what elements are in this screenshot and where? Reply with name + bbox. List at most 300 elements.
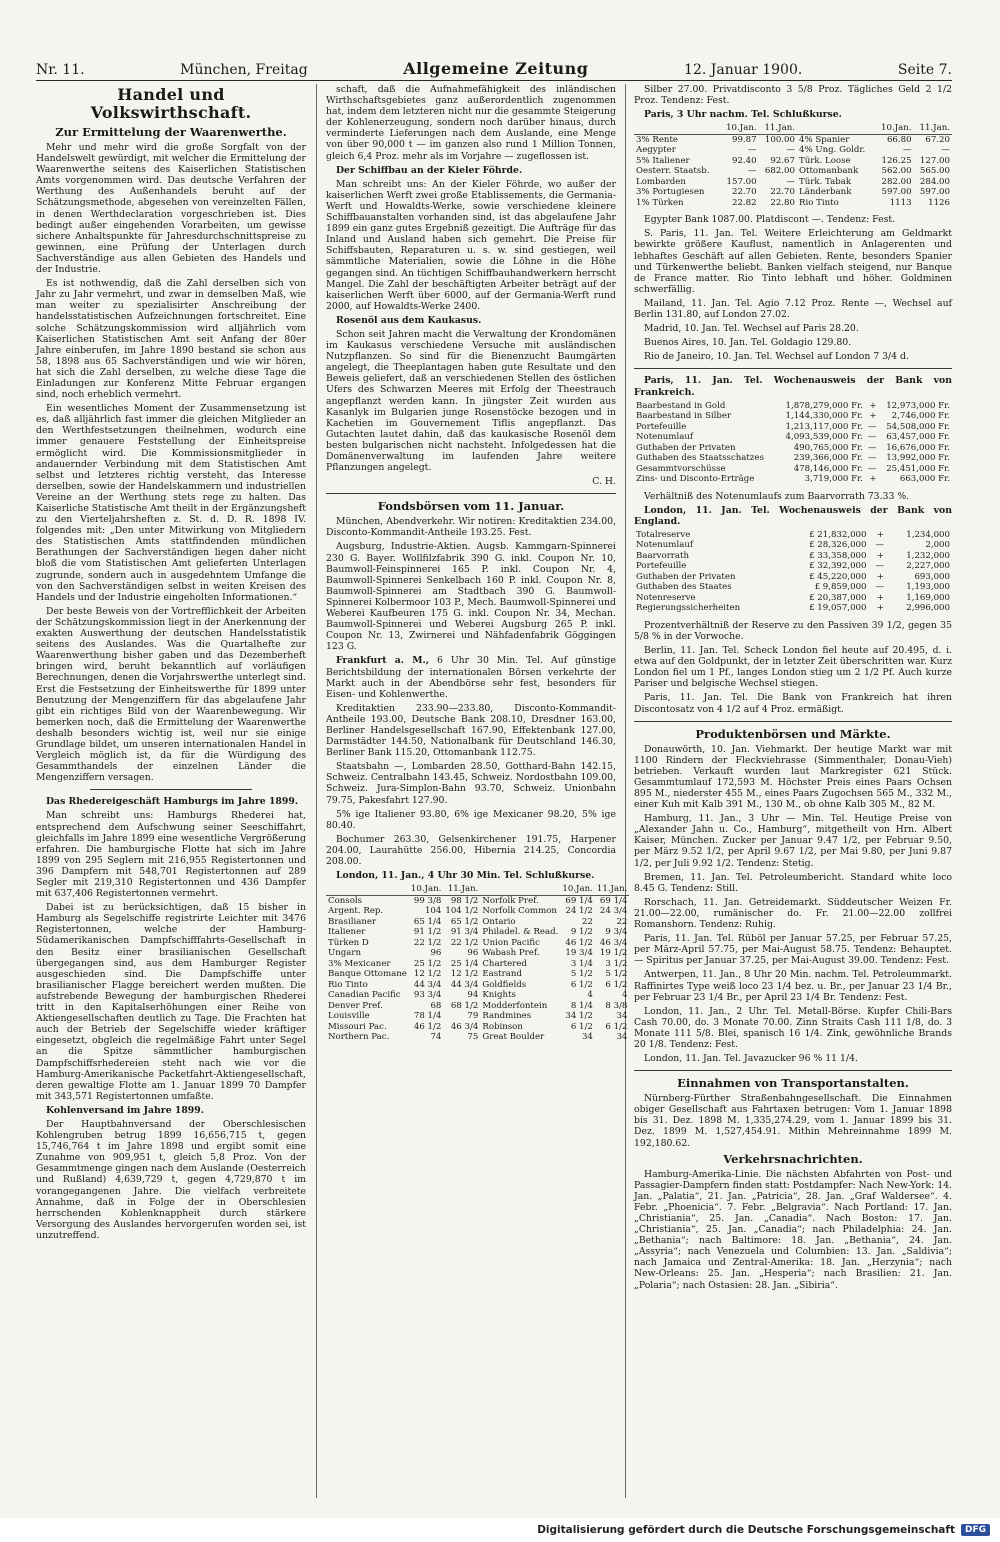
table-cell: 12,973,000 Fr. xyxy=(886,400,950,411)
table-cell: 157.00 xyxy=(726,176,757,187)
table-cell: — xyxy=(868,463,877,474)
article-paragraph: Der beste Beweis von der Vortrefflichkeit der Arbeiten der Schätzungskommission liegt in der Anerkennung der exakten Auswerthung der deutschen Handelsstatistik seitens des Auslandes. Was die Quartalhefte zur Waarenwerthung bisher gaben und das Dezemberheft bringen wird, beruht bekanntlich auf vorläufigen Berechnungen, denen die Vorjahrswerthe unterlegt sind. Erst die Festsetzung der Einheitswerthe für 1899 unter Benutzung der Mengenziffern für das abgelaufene Jahr gibt ein richtiges Bild von der Waarenbewegung. Wir bemerken noch, daß die Ermittelung der Waarenwerthe deshalb besonders wichtig ist, weil nur sie einige Grundlage bildet, um unseren internationalen Handel in Vergleich möglich ist, da für die Würdigung des Gesammthandels der einzelnen Länder die Mengenziffern versagen. xyxy=(36,605,306,784)
table-cell: 5 1/2 xyxy=(570,969,593,980)
table-cell: — xyxy=(902,145,912,156)
city-day: München, Freitag xyxy=(180,62,308,78)
table-title: London, 11. Jan. Tel. Wochenausweis der Bank von England. xyxy=(634,504,952,527)
issue-number: Nr. 11. xyxy=(36,62,85,78)
table-cell: Brasilianer xyxy=(328,916,377,927)
market-report: Bremen, 11. Jan. Tel. Petroleumbericht. Standard white loco 8.45 G. Tendenz: Still. xyxy=(634,871,952,894)
table-cell: 9 1/2 xyxy=(570,927,593,938)
table-cell: Union Pacific xyxy=(482,937,540,948)
table-cell: 22.70 xyxy=(770,187,795,198)
table-cell: 25 1/2 xyxy=(413,958,442,969)
article-paragraph: schaft, daß die Aufnahmefähigkeit des inländischen Wirthschaftsgebietes ganz außerordentlich zugenommen hat, indem dem letzteren nicht nur die gesammte Steigerung der Kohlenerzeugung, sondern noch darüber hinaus, durch verminderte Lieferungen nach dem Auslande, eine Menge von über 90,000 t — im ganzen also rund 1 Million Tonnen, gleich 6,4 Proz. mehr als im Vorjahre — zugeflossen ist. xyxy=(326,84,616,162)
table-cell: Rio Tinto xyxy=(798,197,839,208)
table-cell: 2,000 xyxy=(925,540,950,551)
table-row xyxy=(634,432,952,443)
table-cell: 1113 xyxy=(889,197,912,208)
table-row xyxy=(634,593,952,604)
table-cell: £ 9,859,000 xyxy=(814,582,867,593)
table-cell: Argent. Rep. xyxy=(328,906,384,917)
table-cell: 34 xyxy=(581,1032,593,1043)
table-cell: 91 1/2 xyxy=(413,927,442,938)
table-cell: 4,093,539,000 Fr. xyxy=(785,432,863,443)
table-row xyxy=(634,572,952,583)
table-cell: 2,996,000 xyxy=(906,603,950,614)
market-report: London, 11. Jan. Tel. Javazucker 96 % 11 1/4. xyxy=(644,1053,858,1065)
table-row xyxy=(634,177,952,188)
table-cell: £ 19,057,000 xyxy=(809,603,867,614)
table-cell: 565.00 xyxy=(919,166,950,177)
paris-quotes-table xyxy=(634,123,952,208)
table-cell: 693,000 xyxy=(914,571,950,582)
table-cell: Guthaben der Privaten xyxy=(636,571,736,582)
table-cell: 25,451,000 Fr. xyxy=(886,463,950,474)
table-cell: 46 1/2 xyxy=(565,937,593,948)
table-cell: 78 1/4 xyxy=(413,1011,442,1022)
table-cell: 1,213,117,000 Fr. xyxy=(785,421,863,432)
table-cell: Portefeuille xyxy=(636,561,687,572)
table-cell: 1,234,000 xyxy=(906,529,950,540)
market-report: Antwerpen, 11. Jan., 8 Uhr 20 Min. nachm. Tel. Petroleummarkt. Raffinirtes Type weiß loco 23 1/4 bez. u. Br., per Januar 23 1/4 Br., per Februar 23 1/4 Br., per April 23 1/4 Br. Tendenz: Fest. xyxy=(634,969,952,1003)
section-title: Produktenbörsen und Märkte. xyxy=(695,726,891,741)
table-row xyxy=(634,411,952,422)
market-report: Bochumer 263.30, Gelsenkirchener 191.75, Harpener 204.00, Laurahütte 256.00, Hibernia 214.25, Concordia 208.00. xyxy=(326,833,616,867)
market-report: Verhältniß des Notenumlaufs zum Baarvorrath 73.33 %. xyxy=(644,490,910,502)
table-header-cell xyxy=(326,884,409,895)
table-cell: 19 1/2 xyxy=(599,948,628,959)
article-paragraph: Ein wesentliches Moment der Zusammensetzung ist es, daß alljährlich fast immer die gleichen Mitglieder an den Werthfestsetzungen theilnehmen, wodurch eine immer genauere Feststellung der Einheitspreise ermöglicht wird. Die Kommissionsmitglieder in andauernder Verbindung mit dem Statistischen Amt selbst und letzteres richtig versteht, das Interesse derselben, sowie der Handelskammern und industriellen Vereine an der Werthung stets rege zu halten. Das Kaiserliche Statistische Amt theilt in der Ergänzungsheft zu den Vierteljahrsheften z. St. d. D. R. 1898 IV. folgendes mit: „Den unter Mitwirkung von Mitgliedern des Statistischen Amts stattfindenden mündlichen Berathungen der Sachverständigen liegen daher nicht bloß die vom Statistischen Amt gelieferten Unterlagen zugrunde, sondern auch in ausgedehntem Umfange die von den Sachverständigen selbst in weiten Kreisen des Handels und der Industrie eingeholten Informationen.“ xyxy=(36,403,306,603)
table-header-cell xyxy=(797,123,875,134)
article-paragraph: Dabei ist zu berücksichtigen, daß 15 bisher in Hamburg als Segelschiffe registrirte Leichter mit 3476 Registertonnen, welche der Hamburg-Südamerikanischen Dampfschifffahrts-Gesellschaft in den Besitz einer brasilianischen Gesellschaft übergegangen sind, aus dem Hamburger Register ausgeschieden sind. Die Dampfschiffe unter brasilianischer Flagge bereichert werden mußten. Die aufstrebende Bewegung der hamburgischen Rhederei tritt in den Kapitalserhöhungen einer Reihe von Aktiengesellschaften deutlich zu Tage. Die Frachten hat auch der Betrieb der Segelschiffe wieder kräftiger eingesetzt, obgleich die regelmäßige Fahrt unter Segel an die Spitze sämmtlicher hamburgischen Dampfschiffsrhedereien steht nach wie vor die Hamburg-Amerikanische Packetfahrt-Aktiengesellschaft, deren gewaltige Flotte am 1. Januar 1899 70 Dampfer mit 343,571 Registertonnen umfaßte. xyxy=(36,902,306,1102)
article-title: Der Schiffbau an der Kieler Föhrde. xyxy=(336,164,523,176)
market-report: 5% ige Italiener 93.80, 6% ige Mexicaner 98.20, 5% ige 80.40. xyxy=(326,808,616,831)
table-cell: 3 1/2 xyxy=(605,958,628,969)
column-1 xyxy=(36,84,306,1498)
table-cell: 46 3/4 xyxy=(450,1021,479,1032)
table-cell: 74 xyxy=(430,1032,442,1043)
table-header-cell: 11.Jan. xyxy=(596,884,628,895)
table-cell: £ 21,832,000 xyxy=(809,529,867,540)
article-paragraph: Man schreibt uns: An der Kieler Föhrde, wo außer der kaiserlichen Werft zwei große Etablissements, die Germania-Werft und Howaldts-Werke, sowie verschiedene kleinere Schiffbauanstalten vorhanden sind, ist das abgelaufene Jahr 1899 ein ganz gutes Ergebniß gezeitigt. Die Aufträge für das Inland und Ausland haben sich gemehrt. Die Preise für Schiffsbauten, Reparaturen u. s. w. sind gestiegen, weil sämmtliche Materialien, sowie die Löhne in die Höhe gegangen sind. An tüchtigen Schiffbauhandwerkern herrscht Mangel. Die Zahl der beschäftigten Arbeiter beträgt auf der kaiserlichen Werft über 6000, auf der Germania-Werft rund 2000, auf Howaldts-Werke 2400. xyxy=(326,178,616,312)
table-cell: Baarvorrath xyxy=(636,550,690,561)
table-cell: Philadel. & Read. xyxy=(482,927,559,938)
table-cell: 4% Spanier xyxy=(798,134,850,145)
column-divider xyxy=(316,84,317,1498)
table-cell: 92.40 xyxy=(731,155,757,166)
table-cell: Randmines xyxy=(482,1011,532,1022)
table-cell: — xyxy=(748,166,757,177)
table-cell: 1,144,330,000 Fr. xyxy=(785,411,863,422)
table-row xyxy=(634,603,952,614)
table-header-cell: 10.Jan. xyxy=(562,884,593,895)
table-cell: 63,457,000 Fr. xyxy=(886,432,950,443)
market-report: London, 11. Jan., 2 Uhr. Tel. Metall-Börse. Kupfer Chili-Bars Cash 70.00, do. 3 Monate 70.00. Zinn Straits Cash 111 1/8, do. 3 Monate 111 5/8. Blei, spanisch 16 1/4. Zink, gewöhnliche Brands 20 1/8. Tendenz: Fest. xyxy=(634,1005,952,1050)
table-cell: 6 1/2 xyxy=(570,1021,593,1032)
table-cell: Totalreserve xyxy=(636,529,691,540)
table-cell: + xyxy=(869,400,877,411)
table-row xyxy=(634,453,952,464)
market-report: Egypter Bank 1087.00. Platdiscont —. Tendenz: Fest. xyxy=(644,214,896,226)
article-paragraph: Man schreibt uns: Hamburgs Rhederei hat, entsprechend dem Aufschwung seiner Seeschiffahrt, gleichfalls im Jahre 1899 eine wesentliche Vergrößerung erfahren. Die hamburgische Flotte hat sich im Jahre 1899 von 295 Seglern mit 216,955 Registertonnen und 396 Dampfern mit 548,701 Registertonnen auf 289 Segler mit 219,310 Registertonnen und 436 Dampfer mit 637,406 Registertonnen vermehrt. xyxy=(36,810,306,900)
table-cell: Banque Ottomane xyxy=(328,969,407,980)
table-row xyxy=(634,166,952,177)
table-cell: £ 32,392,000 xyxy=(809,561,867,572)
article-title: Kohlenversand im Jahre 1899. xyxy=(46,1104,204,1116)
market-report: Hamburg, 11. Jan., 3 Uhr — Min. Tel. Heutige Preise von „Alexander Jahn u. Co., Hamburg“, mitgetheilt von Hrn. Albert Kaiser, München. Zucker per Januar 9.47 1/2, per Februar 9.50, per März 9.52 1/2, per April 9.67 1/2, per Mai 9.80, per Juni 9.87 1/2, per Juli 9.92 1/2. Tendenz: Stetig. xyxy=(634,813,952,869)
table-cell: 562.00 xyxy=(881,166,912,177)
market-report: Hamburg-Amerika-Linie. Die nächsten Abfahrten von Post- und Passagier-Dampfern finden statt: Postdampfer: Nach New-York: 14. Jan. „Palatia“, 21. Jan. „Patricia“, 28. Jan. „Graf Waldersee“. 4. Febr. „Phoenicia“. 7. Febr. „Belgravia“. Nach Portland: 17. Jan. „Christiania“, 25. Jan. „Canadia“. Nach Boston: 17. Jan. „Christiania“, 25. Jan. „Canadia“; nach Philadelphia: 24. Jan. „Bethania“; nach Baltimore: 18. Jan. „Bethania“, 24. Jan. „Assyria“; nach Venezuela und Columbien: 13. Jan. „Saldivia“; nach Jamaica und Zentral-Amerika: 18. Jan. „Herzynia“; nach New-Orleans: 25. Jan. „Hesperia“; nach Brasilien: 21. Jan. „Polaria“; nach Ostasien: 28. Jan. „Sibiria“. xyxy=(634,1168,952,1291)
table-cell: — xyxy=(941,145,950,156)
table-cell: 69 1/4 xyxy=(565,895,593,906)
table-cell: Wabash Pref. xyxy=(482,948,540,959)
table-cell: 239,366,000 Fr. xyxy=(793,453,863,464)
table-cell: 9 3/4 xyxy=(605,927,628,938)
divider xyxy=(634,1070,952,1071)
table-cell: + xyxy=(876,592,884,603)
table-cell: £ 33,358,000 xyxy=(809,550,867,561)
author-signature: C. H. xyxy=(592,476,616,488)
table-cell: Great Boulder xyxy=(482,1032,545,1043)
table-row xyxy=(634,540,952,551)
table-cell: — xyxy=(786,145,795,156)
table-cell: 67.20 xyxy=(925,134,950,145)
market-report: Buenos Aires, 10. Jan. Tel. Goldagio 129.80. xyxy=(644,337,852,349)
table-cell: 478,146,000 Fr. xyxy=(793,463,863,474)
table-cell: 68 1/2 xyxy=(450,1000,479,1011)
market-report: Donauwörth, 10. Jan. Viehmarkt. Der heutige Markt war mit 1100 Rindern der Fleckviehrasse (Simmenthaler, Donau-Vieh) betrieben. Verkauft wurden laut Markregister 621 Stück. Gesammtumlauf 172,593 M. Höchster Preis eines Paars Ochsen 895 M., niederster 455 M., eines Paars Zugochsen 565 M., 332 M., einer Kuh mit Kalb 391 M., 130 M., ob ohne Kalb 305 M., 82 M. xyxy=(634,743,952,811)
divider xyxy=(326,493,616,494)
market-report: Rorschach, 11. Jan. Getreidemarkt. Süddeutscher Weizen Fr. 21.00—22.00, rumänischer do. Fr. 21.00—22.00 zollfrei Romanshorn. Tendenz: Ruhig. xyxy=(634,896,952,931)
table-cell: Rio Tinto xyxy=(328,979,368,990)
table-cell: 1,169,000 xyxy=(906,592,950,603)
column-2 xyxy=(326,84,628,1498)
table-cell: 46 3/4 xyxy=(599,937,628,948)
section-title: Handel und Volkswirthschaft. xyxy=(90,85,252,122)
table-cell: 284.00 xyxy=(919,176,950,187)
table-row xyxy=(634,464,952,475)
table-title: London, 11. Jan., 4 Uhr 30 Min. Tel. Schlußkurse. xyxy=(336,870,595,882)
table-cell: Oesterr. Staatsb. xyxy=(636,166,710,177)
table-cell: 2,746,000 Fr. xyxy=(891,411,950,422)
divider xyxy=(634,368,952,369)
table-cell: 597.00 xyxy=(919,187,950,198)
table-cell: 12 1/2 xyxy=(413,969,442,980)
table-cell: 19 3/4 xyxy=(565,948,593,959)
table-cell: Baarbestand in Gold xyxy=(636,400,726,411)
table-title: Paris, 11. Jan. Tel. Wochenausweis der Bank von Frankreich. xyxy=(634,375,952,398)
table-row xyxy=(326,927,629,938)
table-row xyxy=(326,895,629,906)
table-cell: 22 1/2 xyxy=(413,937,442,948)
bank-of-england-table xyxy=(634,530,952,614)
table-cell: + xyxy=(876,603,884,614)
table-cell: 127.00 xyxy=(919,155,950,166)
table-cell: 34 1/2 xyxy=(565,1011,593,1022)
table-cell: 5 1/2 xyxy=(605,969,628,980)
table-cell: 34 xyxy=(616,1011,628,1022)
table-cell: 69 1/4 xyxy=(599,895,628,906)
table-cell: 65 1/2 xyxy=(450,916,479,927)
table-row xyxy=(326,959,629,970)
table-cell: 54,508,000 Fr. xyxy=(886,421,950,432)
table-cell: Ontario xyxy=(482,916,516,927)
table-cell: Robinson xyxy=(482,1021,523,1032)
table-row xyxy=(634,530,952,541)
market-report: S. Paris, 11. Jan. Tel. Weitere Erleichterung am Geldmarkt bewirkte größere Kauflust, namentlich in Anlagerenten und lebhaftes Geschäft auf allen Gebieten. Rente, besonders Spanier und Türkenwerthe beliebt. Banken vielfach steigend, nur Banque de France matter. Rio Tinto lebhaft und höher. Goldminen schwerfällig. xyxy=(634,228,952,295)
table-cell: 22 xyxy=(616,916,628,927)
market-report: Madrid, 10. Jan. Tel. Wechsel auf Paris 28.20. xyxy=(644,323,859,335)
table-cell: Goldfields xyxy=(482,979,527,990)
table-cell: 68 xyxy=(430,1000,442,1011)
issue-date: 12. Januar 1900. xyxy=(684,62,803,78)
table-cell: + xyxy=(876,550,884,561)
table-cell: £ 45,220,000 xyxy=(809,571,867,582)
table-cell: 126.25 xyxy=(881,155,912,166)
table-cell: Consols xyxy=(328,895,363,906)
table-cell: 12 1/2 xyxy=(450,969,479,980)
market-report: Kreditaktien 233.90—233.80, Disconto-Kommandit-Antheile 193.00, Deutsche Bank 208.10, Dresdner 163.00, Berliner Handelsgesellschaft 167.90, Effektenbank 127.00, Darmstädter 144.50, Nationalbank für Deutschland 146.30, Berliner Bank 115.20, Ottomanbank 112.75. xyxy=(326,702,616,759)
table-cell: 4 xyxy=(587,990,593,1001)
table-cell: Notenumlauf xyxy=(636,432,694,443)
table-header-cell: 10.Jan. xyxy=(410,884,442,895)
market-report: Staatsbahn —, Lombarden 28.50, Gotthard-Bahn 142.15, Schweiz. Centralbahn 143.45, Schweiz. Nordostbahn 109.00, Schweiz. Jura-Simplon-Bahn 93.70, Schweiz. Unionbahn 79.75, Pakesfahrt 127.90. xyxy=(326,761,616,806)
table-cell: 44 3/4 xyxy=(450,979,479,990)
table-cell: 91 3/4 xyxy=(450,927,479,938)
table-cell: Notenumlauf xyxy=(636,540,694,551)
table-cell: 3 1/4 xyxy=(570,958,593,969)
table-row xyxy=(634,582,952,593)
table-cell: 100.00 xyxy=(764,134,795,145)
table-cell: 3,719,000 Fr. xyxy=(804,474,863,485)
table-row xyxy=(634,156,952,167)
table-cell: Ottomanbank xyxy=(798,166,859,177)
table-cell: — xyxy=(868,432,877,443)
market-report: Berlin, 11. Jan. Tel. Scheck London fiel heute auf 20.495, d. i. etwa auf den Goldpunkt, der in letzter Zeit überschritten war. Kurz London fiel um 1 Pf., langes London stieg um 2 1/2 Pf. Auch kurze Pariser und belgische Wechsel stiegen. xyxy=(634,645,952,690)
table-cell: Knights xyxy=(482,990,516,1001)
table-cell: Gesammtvorschüsse xyxy=(636,463,726,474)
table-row xyxy=(634,134,952,145)
table-cell: 3% Rente xyxy=(636,134,678,145)
table-cell: 1,878,279,000 Fr. xyxy=(785,400,863,411)
table-cell: 22 xyxy=(581,916,593,927)
table-row xyxy=(634,401,952,412)
table-cell: 13,992,000 Fr. xyxy=(886,453,950,464)
market-report: 6 Uhr 30 Min. Tel. Auf günstige Berichtsbildung der internationalen Börsen verkehrte der Markt auch in der Abendbörse sehr fest, besonders für Eisen- und Kohlenwerthe. xyxy=(326,655,616,700)
table-cell: 682.00 xyxy=(764,166,795,177)
table-cell: 65 1/4 xyxy=(413,916,442,927)
table-cell: Lombarden xyxy=(636,176,686,187)
masthead xyxy=(36,56,952,78)
section-title: Fondsbörsen vom 11. Januar. xyxy=(377,499,565,514)
article-title: Rosenöl aus dem Kaukasus. xyxy=(336,314,482,326)
table-cell: 24 3/4 xyxy=(599,906,628,917)
market-report: Prozentverhältniß der Reserve zu den Passiven 39 1/2, gegen 35 5/8 % in der Vorwoche. xyxy=(634,619,952,642)
table-header-cell xyxy=(634,123,720,134)
table-row xyxy=(634,551,952,562)
table-row xyxy=(634,198,952,209)
column-divider xyxy=(625,84,626,1498)
table-cell: 98 1/2 xyxy=(450,895,479,906)
table-cell: Guthaben der Privaten xyxy=(636,442,736,453)
table-cell: Türken D xyxy=(328,937,369,948)
table-cell: 94 xyxy=(467,990,479,1001)
table-cell: 22 1/2 xyxy=(450,937,479,948)
table-row xyxy=(326,1001,629,1012)
table-cell: Canadian Pacific xyxy=(328,990,401,1001)
table-cell: 6 1/2 xyxy=(570,979,593,990)
newspaper-title: Allgemeine Zeitung xyxy=(403,59,589,78)
table-cell: — xyxy=(875,582,884,593)
table-cell: 1,232,000 xyxy=(906,550,950,561)
table-cell: 4 xyxy=(621,990,628,1001)
table-row xyxy=(326,1011,629,1022)
page-number: Seite 7. xyxy=(897,62,952,78)
table-row xyxy=(326,938,629,949)
table-cell: Louisville xyxy=(328,1011,370,1022)
dfg-logo: DFG xyxy=(961,1524,990,1536)
table-row xyxy=(326,990,629,1001)
column-3 xyxy=(634,84,952,1498)
table-row xyxy=(326,1032,629,1043)
table-cell: 4% Ung. Goldr. xyxy=(798,145,866,156)
table-cell: 46 1/2 xyxy=(413,1021,442,1032)
table-cell: — xyxy=(875,540,884,551)
article-title: Das Rhedereigeschäft Hamburgs im Jahre 1899. xyxy=(46,796,299,808)
table-row xyxy=(326,917,629,928)
market-report: Paris, 11. Jan. Tel. Rüböl per Januar 57.25, per Februar 57.25, per März-April 57.75, per Mai-August 58.75. Tendenz: Behauptet. — Spiritus per Januar 37.25, per Mai-August 39.00. Tendenz: Fest. xyxy=(634,933,952,967)
table-cell: 22.80 xyxy=(770,197,795,208)
table-cell: Zins- und Disconto-Erträge xyxy=(636,474,755,485)
table-cell: Aegypter xyxy=(636,145,676,156)
table-row xyxy=(634,561,952,572)
table-cell: 99.87 xyxy=(731,134,757,145)
table-cell: 24 1/2 xyxy=(565,906,593,917)
table-cell: Regierungssicherheiten xyxy=(636,603,741,614)
table-cell: 34 xyxy=(616,1032,628,1043)
table-cell: 282.00 xyxy=(881,176,912,187)
table-cell: — xyxy=(786,176,795,187)
masthead-rule xyxy=(36,80,952,81)
table-cell: Guthaben des Staates xyxy=(636,582,732,593)
article-paragraph: Es ist nothwendig, daß die Zahl derselben sich von Jahr zu Jahr vermehrt, und zwar in demselben Maß, wie man weiter zu spezialisirter Anschreibung der handelsstatistischen Aufzeichnungen fortschreitet. Eine solche Schätzungskommission wird alljährlich vom Kaiserlichen Statistischen Amt seit Anfang der 80er Jahre einberufen, im Jahre 1890 bestand sie schon aus 58, 1898 aus 65 Sachverständigen und wie wir hören, hat sich die Zahl derselben, zu welche diese Tage die Einladungen zur Konferenz Mitte Februar ergangen sind, noch erheblich vermehrt. xyxy=(36,278,306,401)
footer-text: Digitalisierung gefördert durch die Deutsche Forschungsgemeinschaft xyxy=(537,1524,955,1536)
article-paragraph: Mehr und mehr wird die große Sorgfalt von der Handelswelt gewürdigt, mit welcher die Ermittelung der Waarenwerthe seitens des Kaiserlichen Statistischen Amts vorgenommen wird. Das deutsche Verfahren der Werthung des Außenhandels beruht auf der Schätzungsmethode, abgesehen von vereinzelten Fällen, in denen Werthdeclaration vorgeschrieben ist. Dies bedingt außer eingehenden Vorarbeiten, um gewisse sichere Anhaltspunkte für Jahresdurchschnittspreise zu gewinnen, eine Prüfung der Unterlagen durch Sachverständige aus allen Gebieten des Handels und der Industrie. xyxy=(36,142,306,276)
market-report: Rio de Janeiro, 10. Jan. Tel. Wechsel auf London 7 3/4 d. xyxy=(644,351,909,363)
table-cell: Türk. Loose xyxy=(798,155,851,166)
table-cell: Türk. Tabak xyxy=(798,176,852,187)
table-cell: + xyxy=(869,474,877,485)
table-cell: + xyxy=(869,411,877,422)
table-cell: Ungarn xyxy=(328,948,362,959)
section-title: Verkehrsnachrichten. xyxy=(723,1151,863,1166)
table-cell: 44 3/4 xyxy=(413,979,442,990)
article-title: Zur Ermittelung der Waarenwerthe. xyxy=(55,125,287,139)
table-cell: 104 1/2 xyxy=(445,906,479,917)
table-cell: 3% Portugiesen xyxy=(636,187,705,198)
table-row xyxy=(326,906,629,917)
table-cell: £ 28,326,000 xyxy=(809,540,867,551)
market-report: Augsburg, Industrie-Aktien. Augsb. Kammgarn-Spinnerei 230 G. Bayer. Wollfilzfabrik 390 G. inkl. Coupon Nr. 10, Baumwoll-Feinspinnerei 165 P. inkl. Coupon Nr. 4, Baumwoll-Spinnerei Senkelbach 160 P. inkl. Coupon Nr. 8, Baumwoll-Spinnerei am Stadtbach 390 G. Baumwoll-Spinnerei Kolbermoor 103 P., Mech. Baumwoll-Spinnerei und Weberei Kaufbeuren 175 G. inkl. Coupon Nr. 34, Mechan. Baumwoll-Spinnerei und Weberei Augsburg 265 P. inkl. Coupon Nr. 13, Zwirnerei und Nähfadenfabrik Göggingen 123 G. xyxy=(326,541,616,653)
table-cell: 104 xyxy=(424,906,442,917)
table-header-cell: 10.Jan. xyxy=(720,123,758,134)
table-title: Paris, 3 Uhr nachm. Tel. Schlußkurse. xyxy=(644,109,842,121)
table-row xyxy=(634,187,952,198)
table-cell: 16,676,000 Fr. xyxy=(886,442,950,453)
table-cell: 1,193,000 xyxy=(906,582,950,593)
section-title: Einnahmen von Transportanstalten. xyxy=(677,1076,909,1091)
table-row xyxy=(634,443,952,454)
table-cell: Norfolk Common xyxy=(482,906,557,917)
table-row xyxy=(634,474,952,485)
table-cell: Modderfontein xyxy=(482,1000,548,1011)
table-cell: Baarbestand in Silber xyxy=(636,411,732,422)
table-cell: Norfolk Pref. xyxy=(482,895,539,906)
market-report: Nürnberg-Fürther Straßenbahngesellschaft. Die Einnahmen obiger Gesellschaft aus Fahrtaxen betrugen: Vom 1. Januar 1898 bis 31. Dez. 1898 M. 1,335,274.29, vom 1. Januar 1899 bis 31. Dez. 1899 M. 1,527,454.91. Mithin Mehreinnahme 1899 M. 192,180.62. xyxy=(634,1093,952,1149)
table-cell: Portefeuille xyxy=(636,421,687,432)
table-header-cell xyxy=(480,884,560,895)
table-cell: 75 xyxy=(467,1032,479,1043)
market-report: Silber 27.00. Privatdisconto 3 5/8 Proz. Tägliches Geld 2 1/2 Proz. Tendenz: Fest. xyxy=(634,84,952,107)
table-cell: Missouri Pac. xyxy=(328,1021,387,1032)
table-cell: — xyxy=(748,145,757,156)
table-cell: 96 xyxy=(430,948,442,959)
table-cell: 6 1/2 xyxy=(605,1021,628,1032)
table-cell: Länderbank xyxy=(798,187,852,198)
table-cell: Guthaben des Staatsschatzes xyxy=(636,453,764,464)
market-report: München, Abendverkehr. Wir notiren: Kreditaktien 234.00, Disconto-Kommandit-Antheile 193.25. Fest. xyxy=(326,516,616,539)
table-cell: Italiener xyxy=(328,927,366,938)
table-cell: 22.82 xyxy=(731,197,757,208)
article-paragraph: Der Hauptbahnversand der Oberschlesischen Kohlengruben betrug 1899 16,656,715 t, gegen 15,746,764 t im Jahre 1898 und ergibt somit eine Zunahme von 909,951 t, gleich 5,8 Proz. Von der Gesammtmenge gingen nach dem Auslande (Oesterreich und Rußland) 4,639,729 t, gegen 4,729,870 t im vorangegangenen Jahre. Die vielfach verbreitete Annahme, daß in Folge der in Oberschlesien herrschenden Kohlenknappheit durch stärkere Versorgung des Auslandes hervorgerufen worden sei, ist unzutreffend. xyxy=(36,1118,306,1241)
table-row xyxy=(326,980,629,991)
table-cell: — xyxy=(868,453,877,464)
table-cell: 66.80 xyxy=(886,134,912,145)
table-header-cell: 11.Jan. xyxy=(914,123,952,134)
table-cell: 3% Mexicaner xyxy=(328,958,391,969)
table-cell: 79 xyxy=(467,1011,479,1022)
table-cell: + xyxy=(876,571,884,582)
table-cell: 8 3/8 xyxy=(605,1000,628,1011)
table-cell: 99 3/8 xyxy=(413,895,442,906)
table-cell: 490,765,000 Fr. xyxy=(793,442,863,453)
market-report: Paris, 11. Jan. Tel. Die Bank von Frankreich hat ihren Discontosatz von 4 1/2 auf 4 Proz. ermäßigt. xyxy=(634,692,952,715)
table-cell: 25 1/4 xyxy=(450,958,479,969)
table-cell: Notenreserve xyxy=(636,592,696,603)
divider xyxy=(90,789,252,790)
table-row xyxy=(634,422,952,433)
table-cell: — xyxy=(875,561,884,572)
table-cell: 6 1/2 xyxy=(605,979,628,990)
table-cell: 597.00 xyxy=(881,187,912,198)
table-cell: Denver Pref. xyxy=(328,1000,383,1011)
table-cell: Northern Pac. xyxy=(328,1032,390,1043)
table-row xyxy=(326,1022,629,1033)
market-title: Frankfurt a. M., xyxy=(336,655,429,667)
table-cell: 1% Türken xyxy=(636,197,684,208)
digitization-footer xyxy=(0,1518,1000,1542)
table-cell: 96 xyxy=(467,948,479,959)
table-row xyxy=(634,145,952,156)
table-cell: 8 1/4 xyxy=(570,1000,593,1011)
article-paragraph: Schon seit Jahren macht die Verwaltung der Krondomänen im Kaukasus verschiedene Versuche mit ausländischen Nutzpflanzen. So sind für die Bienenzucht Baumgärten angelegt, die Theeplantagen haben gute Resultate und den Beweis geliefert, daß an verschiedenen Stellen des östlichen Ufers des Schwarzen Meeres mit Erfolg der Theestrauch angepflanzt werden kann. In jüngster Zeit wurden aus Kasanlyk im Bulgarien junge Rosenstöcke bezogen und in Kachetien im Gouvernement Tiflis angepflanzt. Das Gutachten lautet dahin, daß das kaukasische Rosenöl dem besten bulgarischen nicht nachsteht. Infolgedessen hat die Domänenverwaltung im laufenden Jahre weitere Pflanzungen angelegt. xyxy=(326,328,616,474)
table-cell: 663,000 Fr. xyxy=(899,474,950,485)
table-cell: — xyxy=(868,442,877,453)
table-cell: + xyxy=(876,529,884,540)
table-cell: Chartered xyxy=(482,958,527,969)
table-cell: 2,227,000 xyxy=(906,561,950,572)
